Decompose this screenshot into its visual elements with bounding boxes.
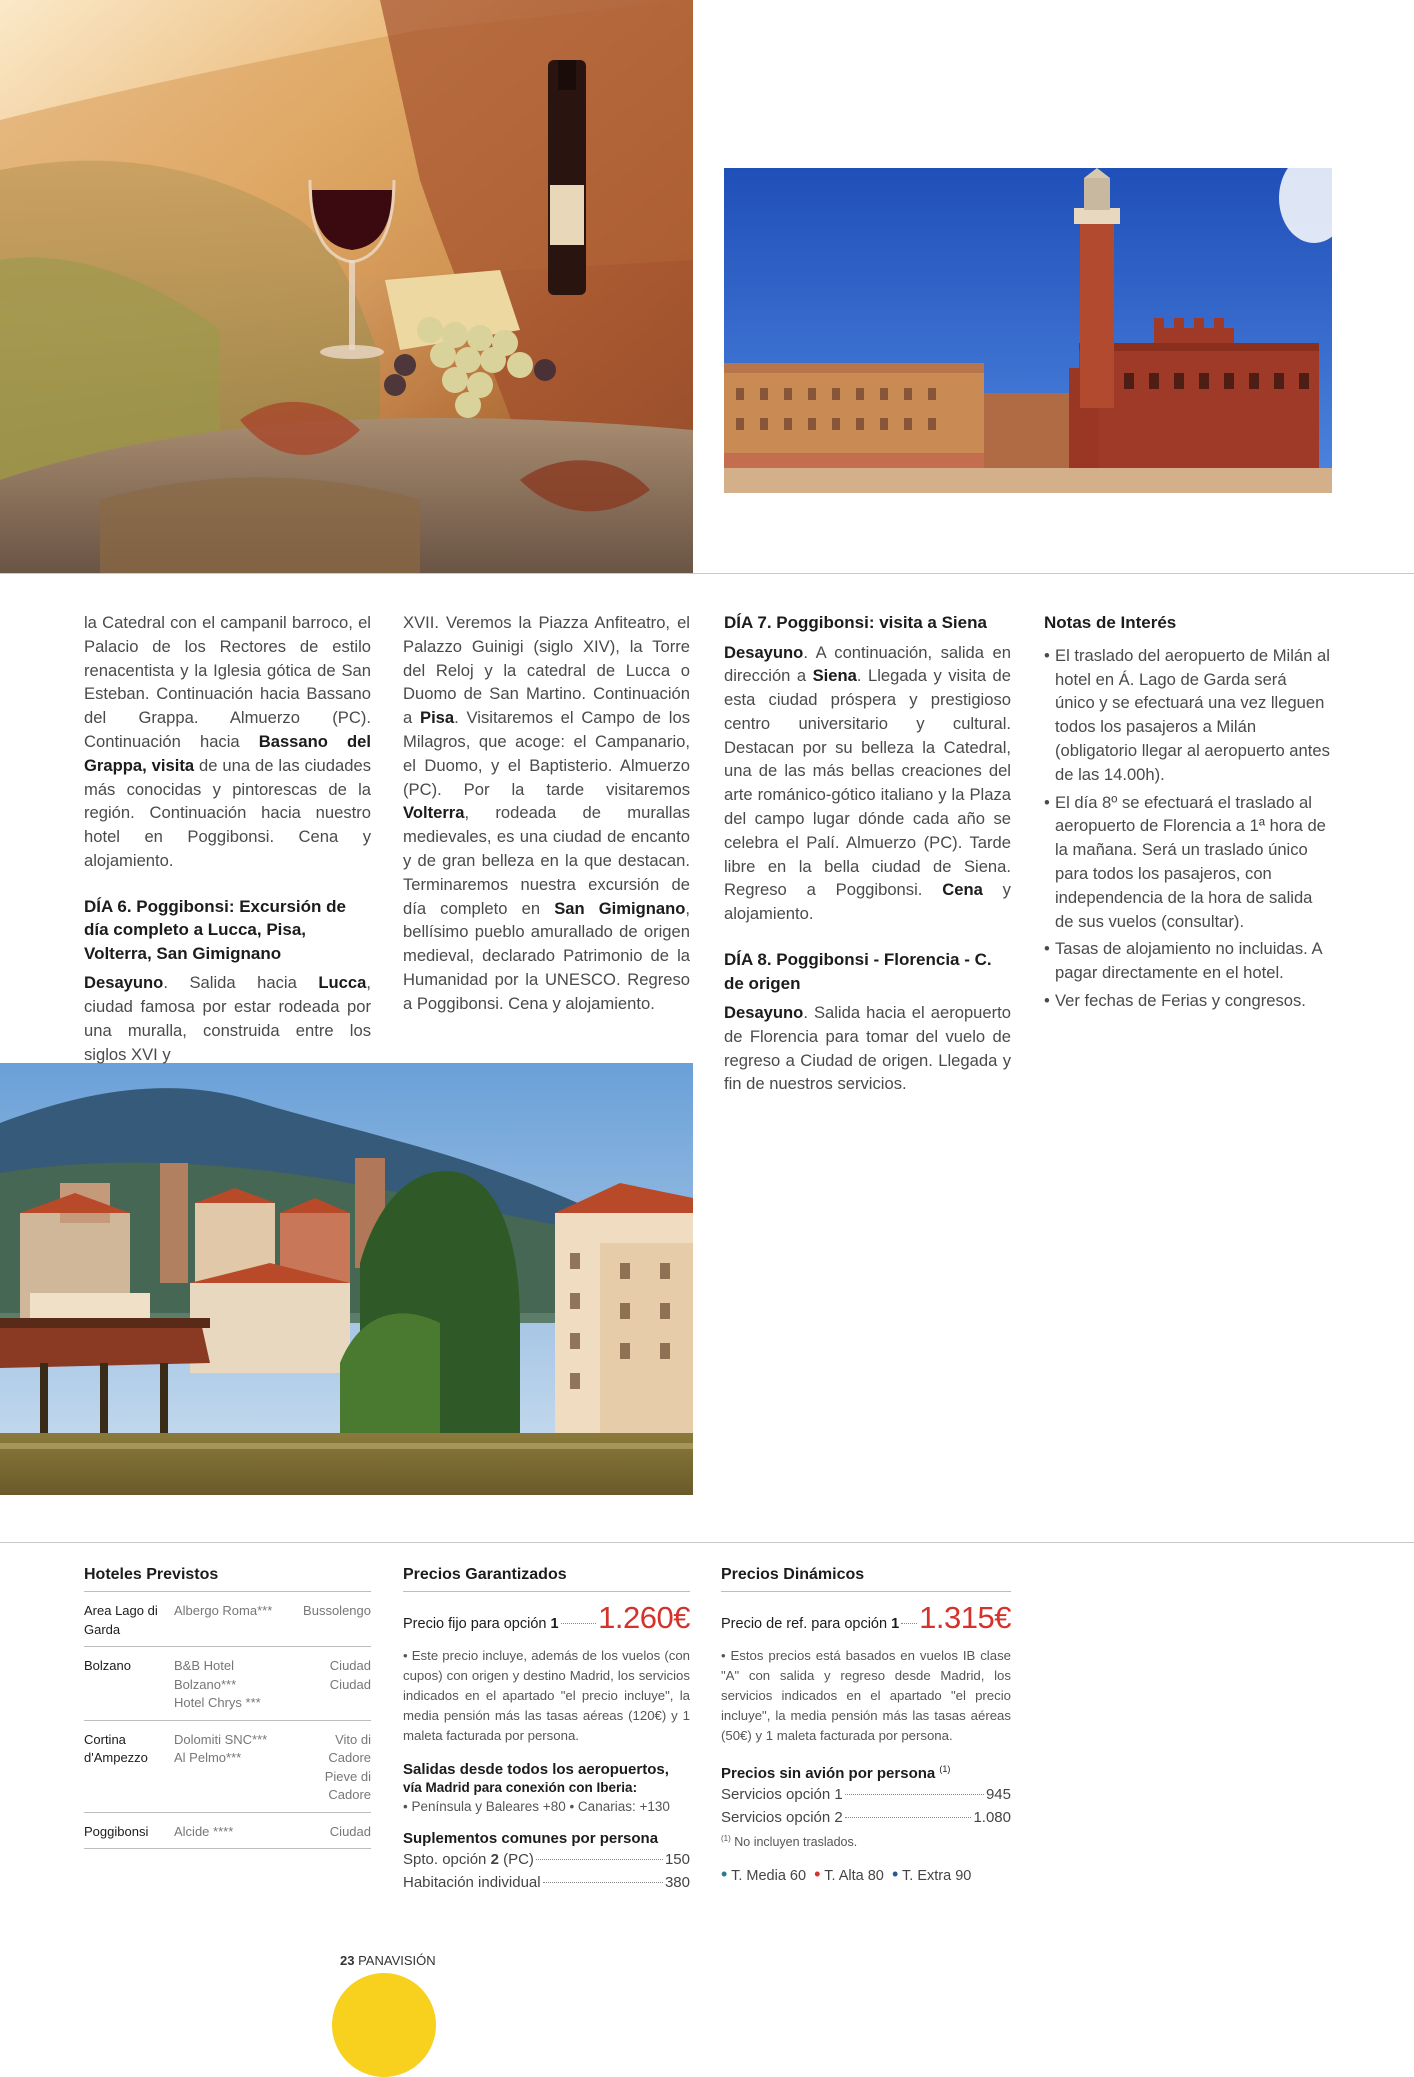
departures-subtitle: vía Madrid para conexión con Iberia:	[403, 1780, 638, 1795]
day5-continuation: la Catedral con el campanil barroco, el Palacio de los Rectores de estilo renacentista y la Iglesia gótica de San Esteban. Continuación hacia Bassano del Grappa. Almuerzo (PC). Continuación hacia Bassano del Grappa, visita de una de las ciudades más conocidas y pintorescas de la región. Continuación hacia nuestro hotel en Poggibonsi. Cena y alojamiento.	[84, 613, 371, 870]
day7-text: Desayuno. A continuación, salida en dirección a Siena. Llegada y visita de esta ciudad próspera y prestigioso centro universitario y cultural. Destacan por su belleza la Catedral, una de las más bellas creaciones del arte románico-gótico italiano y la Plaza del campo lugar dónde cada año se celebra el Palí. Almuerzo (PC). Tarde libre en la bella ciudad de Siena. Regreso a Poggibonsi. Cena y alojamiento.	[724, 642, 1012, 924]
top-divider	[0, 573, 1414, 574]
bassano-del-grappa-photo	[0, 1063, 693, 1495]
siena-piazza-del-campo-photo	[724, 168, 1332, 493]
hotel-name: B&B Hotel Bolzano***	[174, 1658, 237, 1692]
fixed-price: 1.260€	[598, 1600, 690, 1635]
wine-cheese-vineyard-photo	[0, 0, 693, 573]
note-item: • El día 8º se efectuará el traslado al aeropuerto de Florencia a 1ª hora de la mañana. Será un traslado único para todos los pasajeros, con independencia de la hora de salida de sus vuelos (consultar).	[1044, 791, 1330, 934]
guaranteed-prices-title: Precios Garantizados	[403, 1566, 690, 1592]
day6-text-start: Desayuno. Salida hacia Lucca, ciudad famosa por estar rodeada por una muralla, construida entre los siglos XVI y	[84, 973, 371, 1064]
hotel-location: Ciudad	[329, 1658, 371, 1673]
day7-title: DÍA 7. Poggibonsi: visita a Siena	[724, 613, 987, 632]
hotel-row	[84, 1721, 371, 1813]
notes-title: Notas de Interés	[1044, 613, 1177, 632]
hotel-name: Alcide ****	[174, 1823, 234, 1839]
hotel-row	[84, 1647, 371, 1721]
hotel-city: Cortina d'Ampezzo	[84, 1731, 148, 1765]
hotel-name: Hotel Chrys ***	[174, 1695, 261, 1710]
guaranteed-prices-section	[403, 1566, 690, 1894]
hotel-name: Dolomiti SNC***	[174, 1731, 268, 1747]
hotel-location: Ciudad	[329, 1676, 371, 1692]
bottom-divider	[0, 1542, 1414, 1543]
dynamic-prices-section	[721, 1566, 1011, 1885]
no-flight-prices-title: Precios sin avión por persona $^{(1)}$	[721, 1764, 951, 1782]
hotel-name: Albergo Roma***	[174, 1603, 273, 1618]
itinerary-column-1	[84, 611, 371, 1066]
day8-title: DÍA 8. Poggibonsi - Florencia - C. de origen	[724, 950, 992, 993]
supplement-single-room: Habitación individual 380	[403, 1874, 690, 1891]
notes-of-interest	[1044, 611, 1330, 1017]
hotel-row	[84, 1813, 371, 1850]
hotel-location: Bussolengo	[303, 1603, 371, 1618]
season-dot-icon: •	[721, 1864, 728, 1885]
departures-supplements: • Península y Baleares +80 • Canarias: +130	[403, 1799, 670, 1814]
ref-price-line: Precio de ref. para opción 1 1.315€	[721, 1600, 1011, 1635]
itinerary-column-3	[724, 611, 1011, 1096]
day8-text: Desayuno. Salida hacia el aeropuerto de Florencia para tomar del vuelo de regreso a Ciudad de origen. Llegada y fin de nuestros servicios.	[724, 1003, 1011, 1094]
departures-title: Salidas desde todos los aeropuertos,	[403, 1761, 669, 1778]
brand-name: PANAVISIÓN	[358, 1953, 436, 1968]
day6-text-continuation: XVII. Veremos la Piazza Anfiteatro, el Palazzo Guinigi (siglo XIV), la Torre del Reloj y la catedral de Lucca o Duomo de San Martino. Continuación a Pisa. Visitaremos el Campo de los Milagros, que acoge: el Campanario, el Duomo, y el Baptisterio. Almuerzo (PC). Por la tarde visitaremos Volterra, rodeada de murallas medievales, es una ciudad de encanto y de gran belleza en la que destacan. Terminaremos nuestra excursión de día completo en San Gimignano, bellísimo pueblo amurallado de origen medieval, declarado Patrimonio de la Humanidad por la UNESCO. Regreso a Poggibonsi. Cena y alojamiento.	[403, 613, 691, 1013]
hotel-city: Area Lago di Garda	[84, 1603, 158, 1637]
hotels-title: Hoteles Previstos	[84, 1566, 371, 1592]
ref-price: 1.315€	[919, 1600, 1011, 1635]
supplement-option-2: Spto. opción 2 (PC) 150	[403, 1851, 690, 1868]
hotel-row	[84, 1592, 371, 1647]
hotel-location: Ciudad	[329, 1823, 371, 1839]
hotel-city: Poggibonsi	[84, 1823, 149, 1839]
season-dot-icon: •	[891, 1864, 899, 1885]
page-number: 23	[340, 1953, 355, 1968]
no-flight-option-1: Servicios opción 1 945	[721, 1786, 1011, 1803]
note-item: • Ver fechas de Ferias y congresos.	[1044, 989, 1330, 1013]
season-dot-icon: •	[814, 1864, 821, 1885]
day6-title: DÍA 6. Poggibonsi: Excursión de día completo a Lucca, Pisa, Volterra, San Gimignano	[84, 896, 346, 963]
fixed-price-line: Precio fijo para opción 1 1.260€	[403, 1600, 690, 1635]
fixed-price-note: • Este precio incluye, además de los vuelos (con cupos) con origen y destino Madrid, los servicios indicados en el apartado "el precio incluye", la media pensión más las tasas aéreas (120€) y 1 maleta facturada por persona.	[403, 1648, 690, 1743]
hotel-location: Pieve di Cadore	[324, 1768, 371, 1802]
no-flight-option-2: Servicios opción 2 1.080	[721, 1809, 1011, 1826]
hotels-section	[84, 1566, 371, 1849]
hotel-city: Bolzano	[84, 1658, 131, 1673]
hotel-location: Vito di Cadore	[328, 1731, 371, 1765]
page-footer	[340, 1953, 436, 1968]
common-supplements-title: Suplementos comunes por persona	[403, 1830, 659, 1847]
brand-accent-circle	[332, 1973, 436, 2077]
note-item: • El traslado del aeropuerto de Milán al hotel en Á. Lago de Garda será único y se efectuará una vez lleguen todos los pasajeros a Milán (obligatorio llegar al aeropuerto antes de las 14.00h).	[1044, 644, 1330, 787]
season-supplements: • T. Media 60 • T. Alta 80 • T. Extra 90	[721, 1864, 972, 1885]
ref-price-note: • Estos precios está basados en vuelos IB clase "A" con salida y regreso desde Madrid, los servicios indicados en el apartado "el precio incluye", la media pensión más las tasas aéreas (50€) y 1 maleta facturada por persona.	[721, 1648, 1011, 1743]
itinerary-column-2	[403, 611, 690, 1016]
hotel-name: Al Pelmo***	[174, 1750, 242, 1765]
footnote: $^{(1)}$ No incluyen traslados.	[721, 1834, 858, 1850]
dynamic-prices-title: Precios Dinámicos	[721, 1566, 1011, 1592]
note-item: • Tasas de alojamiento no incluidas. A pagar directamente en el hotel.	[1044, 937, 1330, 985]
